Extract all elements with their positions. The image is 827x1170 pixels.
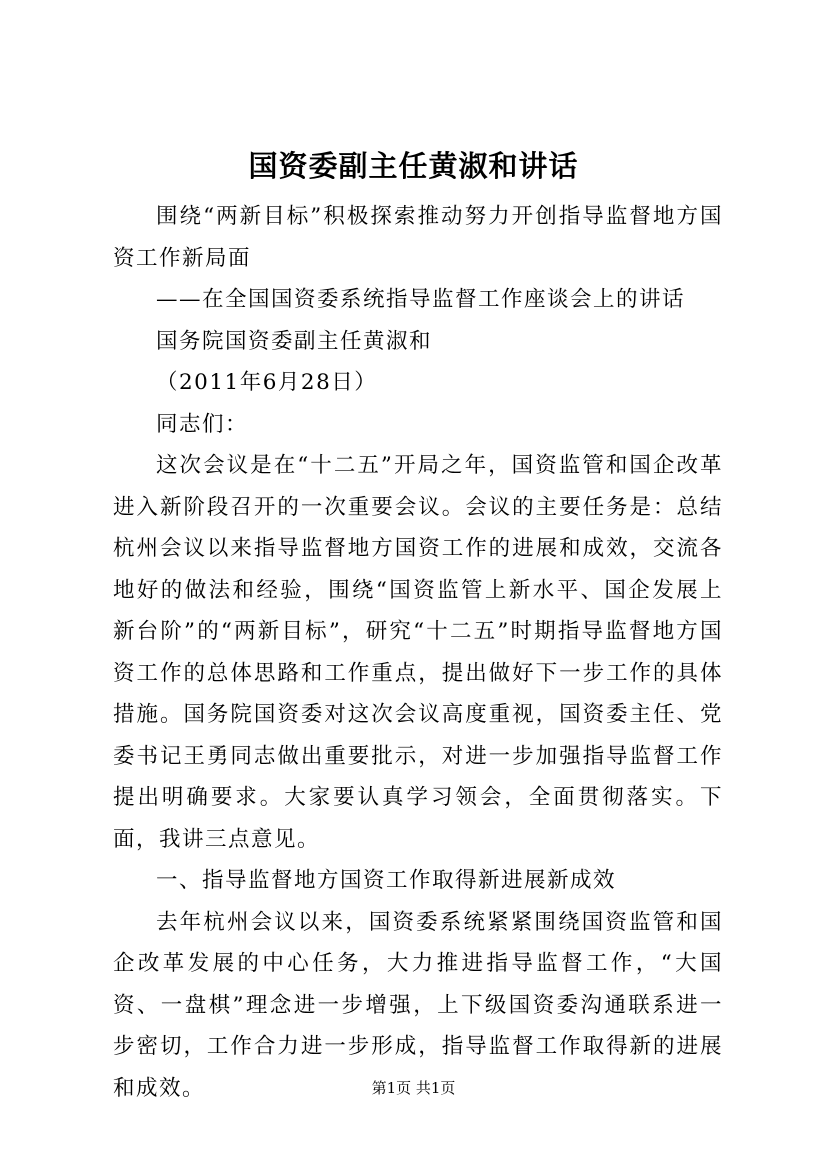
subtitle-paragraph: 围绕“两新目标”积极探索推动努力开创指导监督地方国资工作新局面	[113, 204, 723, 271]
document-title: 国资委副主任黄淑和讲话	[248, 149, 579, 183]
body-paragraph: 去年杭州会议以来，国资委系统紧紧围绕国资监管和国企改革发展的中心任务，大力推进指导监督工作，“大国资、一盘棋”理念进一步增强，上下级国资委沟通联系进一步密切，工作合力进一步形成，指导监督工作取得新的进展和成效。	[113, 909, 723, 1101]
salutation-line: 同志们：	[156, 411, 249, 437]
date-line: （2011年6月28日）	[156, 370, 378, 395]
body-paragraph: 这次会议是在“十二五”开局之年，国资监管和国企改革进入新阶段召开的一次重要会议。会议的主要任务是：总结杭州会议以来指导监督地方国资工作的进展和成效，交流各地好的做法和经验，围绕“国资监管上新水平、国企发展上新台阶”的“两新目标”，研究“十二五”时期指导监督地方国资工作的总体思路和工作重点，提出做好下一步工作的具体措施。国务院国资委对这次会议高度重视，国资委主任、党委书记王勇同志做出重要批示，对进一步加强指导监督工作提出明确要求。大家要认真学习领会，全面贯彻落实。下面，我讲三点意见。	[113, 453, 723, 852]
occasion-line: ——在全国国资委系统指导监督工作座谈会上的讲话	[156, 287, 686, 312]
document-body	[113, 196, 723, 1109]
section-heading: 一、指导监督地方国资工作取得新进展新成效	[156, 868, 617, 893]
page-footer: 第1页 共1页	[371, 1079, 456, 1097]
speaker-line: 国务院国资委副主任黄淑和	[156, 328, 433, 354]
